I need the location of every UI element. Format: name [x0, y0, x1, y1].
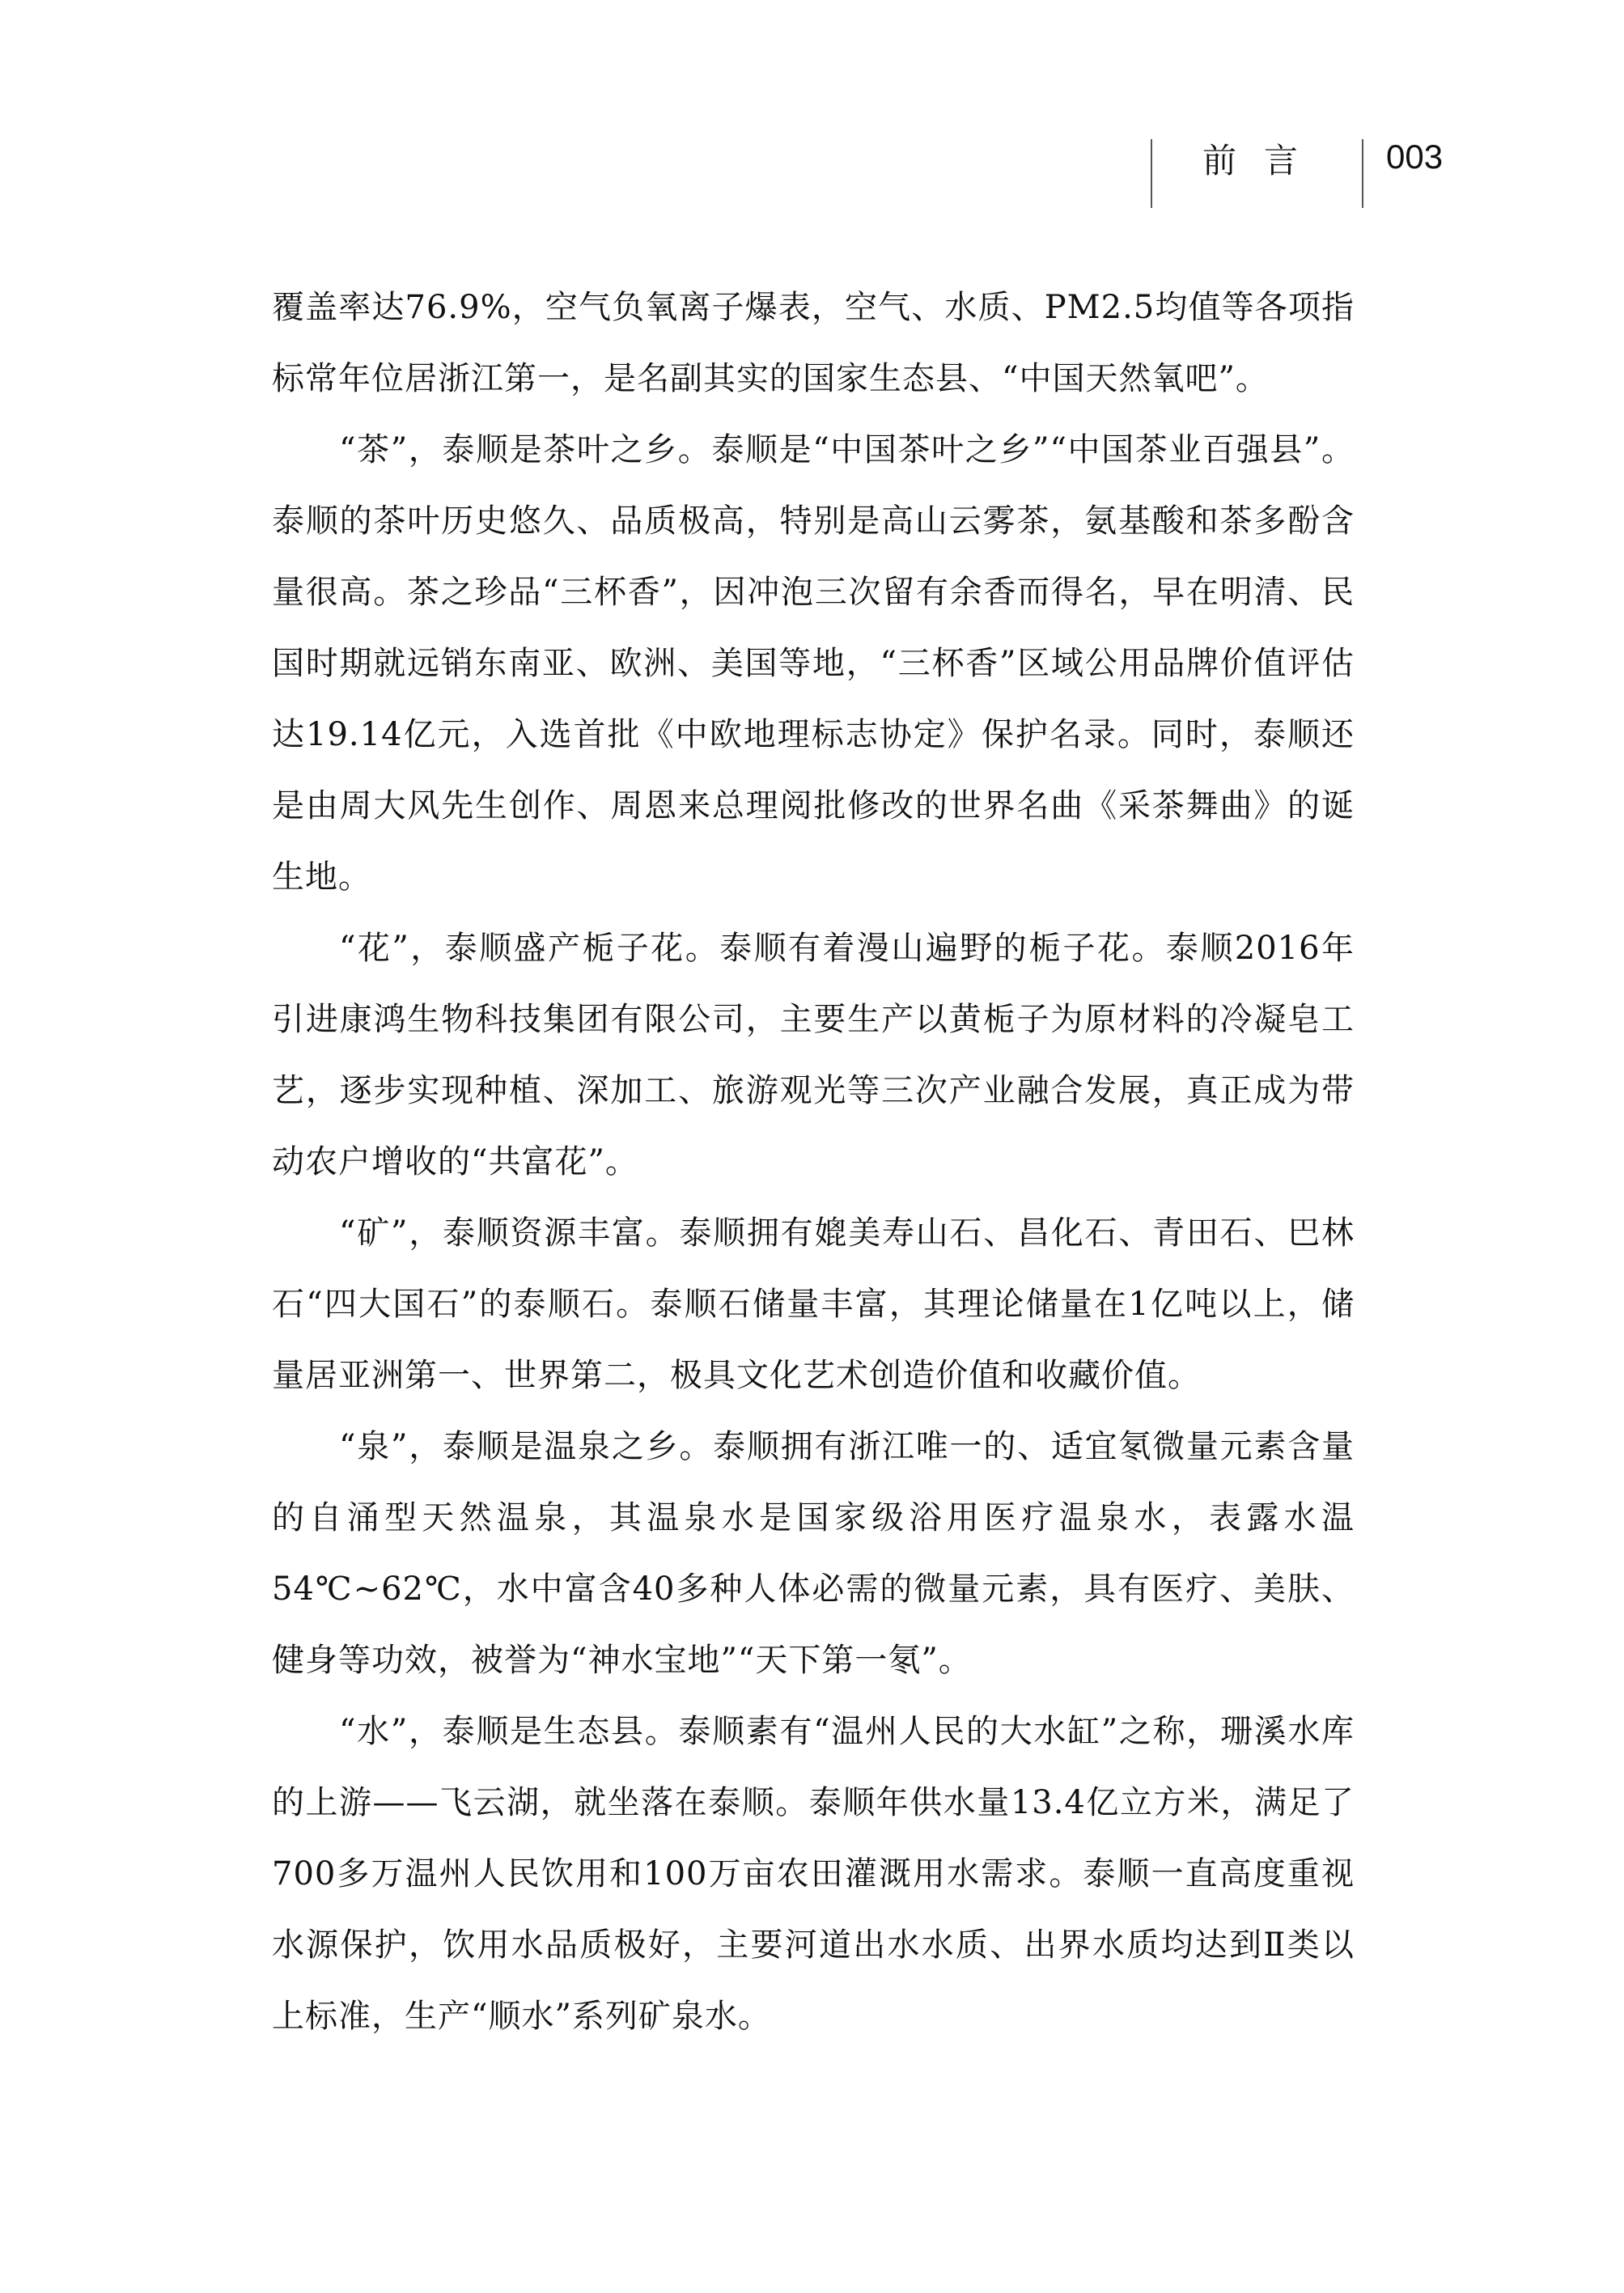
- section-title: 前言: [1202, 141, 1326, 180]
- header-divider-left: [1151, 139, 1152, 208]
- page-number: 003: [1386, 138, 1444, 176]
- paragraph-flower: “花”，泰顺盛产栀子花。泰顺有着漫山遍野的栀子花。泰顺2016年引进康鸿生物科技集团有限公司，主要生产以黄栀子为原材料的冷凝皂工艺，逐步实现种植、深加工、旅游观光等三次产业融合发展，真正成为带动农户增收的“共富花”。: [272, 930, 1355, 1180]
- paragraph-water: “水”，泰顺是生态县。泰顺素有“温州人民的大水缸”之称，珊溪水库的上游——飞云湖，就坐落在泰顺。泰顺年供水量13.4亿立方米，满足了700多万温州人民饮用和100万亩农田灌溉用水需求。泰顺一直高度重视水源保护，饮用水品质极好，主要河道出水水质、出界水质均达到Ⅱ类以上标准，生产“顺水”系列矿泉水。: [272, 1713, 1355, 2035]
- paragraph-mineral: “矿”，泰顺资源丰富。泰顺拥有媲美寿山石、昌化石、青田石、巴林石“四大国石”的泰顺石。泰顺石储量丰富，其理论储量在1亿吨以上，储量居亚洲第一、世界第二，极具文化艺术创造价值和收藏价值。: [272, 1214, 1355, 1394]
- paragraph-continuation: 覆盖率达76.9%，空气负氧离子爆表，空气、水质、PM2.5均值等各项指标常年位居浙江第一，是名副其实的国家生态县、“中国天然氧吧”。: [272, 289, 1355, 397]
- paragraph-hot-spring: “泉”，泰顺是温泉之乡。泰顺拥有浙江唯一的、适宜氡微量元素含量的自涌型天然温泉，其温泉水是国家级浴用医疗温泉水，表露水温54℃~62℃，水中富含40多种人体必需的微量元素，具有医疗、美肤、健身等功效，被誉为“神水宝地”“天下第一氡”。: [272, 1428, 1355, 1679]
- header-divider-right: [1362, 139, 1363, 208]
- body-text: [272, 272, 1355, 2052]
- paragraph-tea: “茶”，泰顺是茶叶之乡。泰顺是“中国茶叶之乡”“中国茶业百强县”。泰顺的茶叶历史悠久、品质极高，特别是高山云雾茶，氨基酸和茶多酚含量很高。茶之珍品“三杯香”，因冲泡三次留有余香而得名，早在明清、民国时期就远销东南亚、欧洲、美国等地，“三杯香”区域公用品牌价值评估达19.14亿元，入选首批《中欧地理标志协定》保护名录。同时，泰顺还是由周大风先生创作、周恩来总理阅批修改的世界名曲《采茶舞曲》的诞生地。: [272, 431, 1355, 896]
